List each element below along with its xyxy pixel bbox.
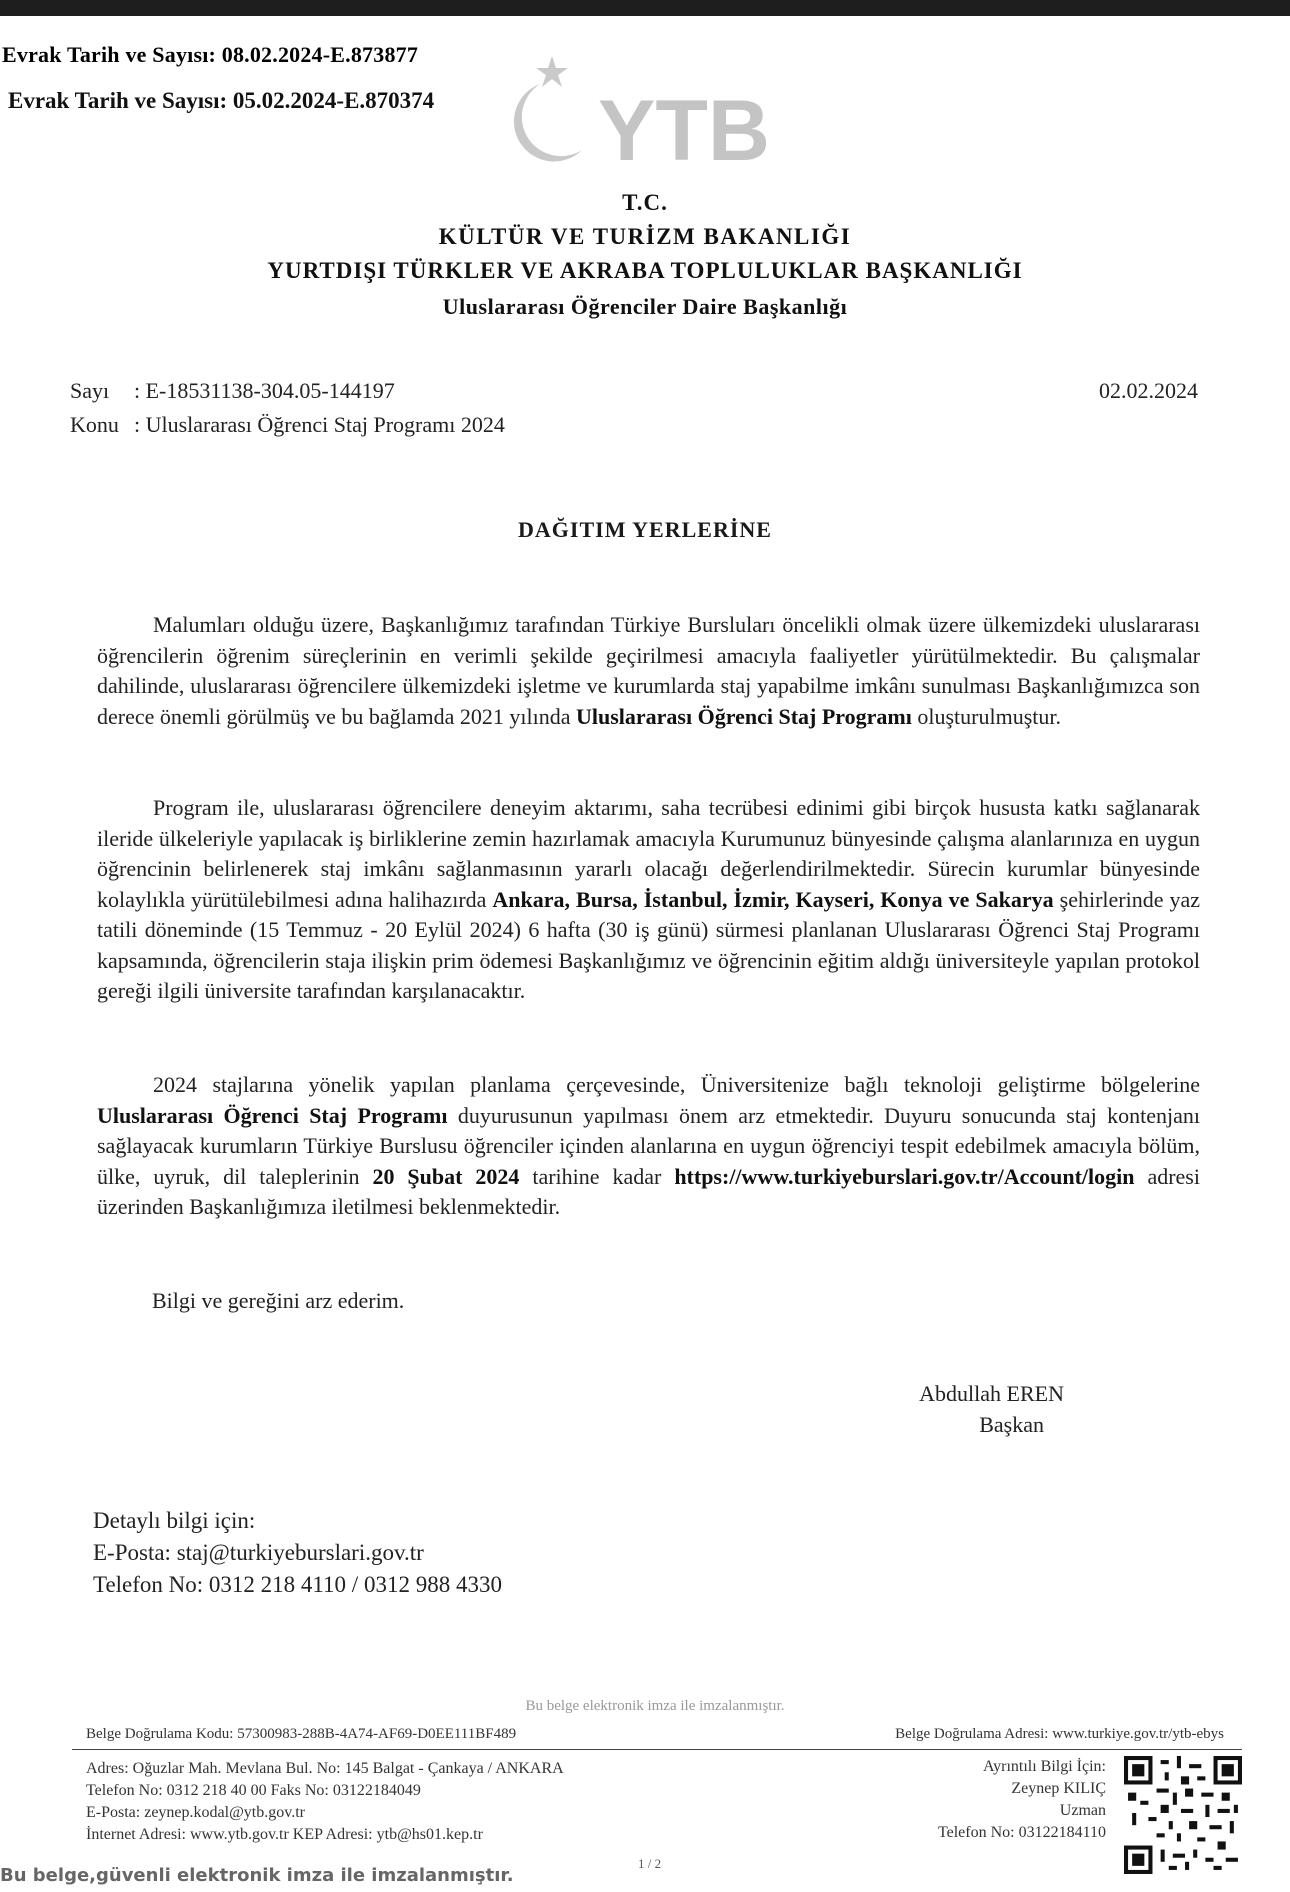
document-stamp-secondary: Evrak Tarih ve Sayısı: 05.02.2024-E.870374 [8, 88, 435, 113]
document-number [70, 378, 395, 404]
header-presidency: YURTDIŞI TÜRKLER VE AKRABA TOPLULUKLAR BAŞKANLIĞI [267, 258, 1023, 283]
verification-address: Belge Doğrulama Adresi: www.turkiye.gov.tr/ytb-ebys [895, 1726, 1224, 1742]
body-paragraph-1 [97, 610, 1200, 732]
detail-phone: Telefon No: 03122184110 [937, 1824, 1106, 1841]
secure-signature-banner: Bu belge,güvenli elektronik imza ile imzalanmıştır. [0, 1865, 514, 1886]
p3-program-name: Uluslararası Öğrenci Staj Programı [97, 1102, 448, 1128]
p2-text-c: şehirlerinde yaz tatili döneminde (15 Temmuz - 20 Eylül 2024) 6 hafta (30 iş günü) sürmesi planlanan Uluslararası Öğrenci Staj Programı kapsamında, öğrencilerin staja ilişkin prim ödemesi Başkanlığımız ve öğrencinin eğitim aldığı üniversiteyle yapılan protokol gereği ilgili üniversite tarafından karşılanacaktır. [97, 886, 1200, 1003]
document-stamp-primary: Evrak Tarih ve Sayısı: 08.02.2024-E.873877 [2, 42, 419, 67]
footer-phone-fax: Telefon No: 0312 218 40 00 Faks No: 03122184049 [86, 1782, 421, 1799]
footer-address-block [86, 1758, 564, 1846]
ytb-logo [490, 52, 780, 182]
footer-detail-block [938, 1756, 1106, 1844]
footer-internet: İnternet Adresi: www.ytb.gov.tr KEP Adresi: ytb@hs01.kep.tr [86, 1826, 483, 1843]
qr-code-icon [1124, 1756, 1242, 1874]
contact-email: E-Posta: staj@turkiyeburslari.gov.tr [93, 1540, 424, 1565]
p2-cities: Ankara, Bursa, İstanbul, İzmir, Kayseri, Konya ve Sakarya [492, 886, 1054, 912]
signature-block [919, 1378, 1064, 1440]
page-number: 1 / 2 [638, 1856, 662, 1871]
p3-url: https://www.turkiyeburslari.gov.tr/Account/login [674, 1163, 1135, 1189]
footer-email: E-Posta: zeynep.kodal@ytb.gov.tr [86, 1804, 305, 1821]
p2-text-a: Program ile, uluslararası öğrencilere deneyim aktarımı, saha tecrübesi edinimi gibi birçok hususta katkı sağlanarak ileride ülkeleriyle yapılacak iş birliklerine zemin hazırlamak amacıyla Kurumunuz bünyesinde çalışma alanlarınıza en uygun öğrencinin belirlenerek staj imkânı sağlanmasının yararlı olacağı değerlendirilmektedir. Sürecin kurumlar bünyesinde kolaylıkla yürütülebilmesi adına halihazırda [97, 795, 1200, 912]
p1-text-c: oluşturulmuştur. [911, 703, 1061, 729]
header-tc: T.C. [622, 190, 668, 215]
body-paragraph-3 [97, 1070, 1200, 1223]
svg-text:YTB: YTB [598, 83, 770, 179]
detail-role: Uzman [1059, 1802, 1106, 1819]
contact-block [93, 1505, 502, 1601]
esign-note: Bu belge elektronik imza ile imzalanmıştır. [525, 1698, 785, 1714]
p1-text-a: Malumları olduğu üzere, Başkanlığımız tarafından Türkiye Bursluları öncelikli olmak üzere ülkemizdeki uluslararası öğrencilerin öğrenim süreçlerinin en verimli şekilde geçirilmesi amacıyla faaliyetler yürütülmektedir. Bu çalışmalar dahilinde, uluslararası öğrencilere ülkemizdeki işletme ve kurumlarda staj yapabilme imkânı sunulması Başkanlığımızca son derece önemli görülmüş ve bu bağlamda 2021 yılında [97, 612, 1200, 729]
p3-deadline: 20 Şubat 2024 [372, 1163, 520, 1189]
verification-code: Belge Doğrulama Kodu: 57300983-288B-4A74-AF69-D0EE111BF489 [86, 1726, 517, 1742]
top-scan-edge [0, 0, 1290, 16]
recipient-heading: DAĞITIM YERLERİNE [518, 517, 772, 542]
konu-label: Konu [70, 412, 119, 437]
footer-divider [72, 1749, 1242, 1750]
p3-text-c: duyurusunun yapılması önem arz etmektedir. Duyuru sonucunda staj kontenjanı sağlayacak kurumların Türkiye Burslusu öğrenciler içinden alanlarına en uygun öğrenciyi tespit edebilmek amacıyla bölüm, ülke, uyruk, dil taleplerinin [97, 1102, 1200, 1189]
detail-label: Ayrıntılı Bilgi İçin: [983, 1758, 1106, 1775]
document-subject [70, 412, 505, 438]
konu-value: : Uluslararası Öğrenci Staj Programı 2024 [134, 412, 505, 437]
body-paragraph-2 [97, 793, 1200, 1007]
p1-program-name: Uluslararası Öğrenci Staj Programı [575, 703, 912, 729]
detail-name: Zeynep KILIÇ [1011, 1780, 1106, 1797]
sayi-label: Sayı [70, 378, 110, 403]
sayi-value: : E-18531138-304.05-144197 [134, 378, 395, 403]
closing-line: Bilgi ve gereğini arz ederim. [152, 1288, 405, 1313]
header-department: Uluslararası Öğrenciler Daire Başkanlığı [442, 294, 848, 319]
footer-address: Adres: Oğuzlar Mah. Mevlana Bul. No: 145 Balgat - Çankaya / ANKARA [86, 1760, 564, 1777]
p3-text-a: 2024 stajlarına yönelik yapılan planlama çerçevesinde, Üniversitenize bağlı teknoloji geliştirme bölgelerine [153, 1072, 1200, 1097]
signer-title: Başkan [979, 1412, 1044, 1437]
document-date: 02.02.2024 [1099, 378, 1198, 403]
contact-phone: Telefon No: 0312 218 4110 / 0312 988 4330 [93, 1572, 502, 1597]
contact-heading: Detaylı bilgi için: [93, 1508, 256, 1533]
header-ministry: KÜLTÜR VE TURİZM BAKANLIĞI [438, 224, 852, 249]
p3-text-g: adresi üzerinden Başkanlığımıza iletilmesi beklenmektedir. [97, 1163, 1200, 1219]
signer-name: Abdullah EREN [919, 1381, 1064, 1406]
p3-text-e: tarihine kadar [519, 1163, 675, 1189]
